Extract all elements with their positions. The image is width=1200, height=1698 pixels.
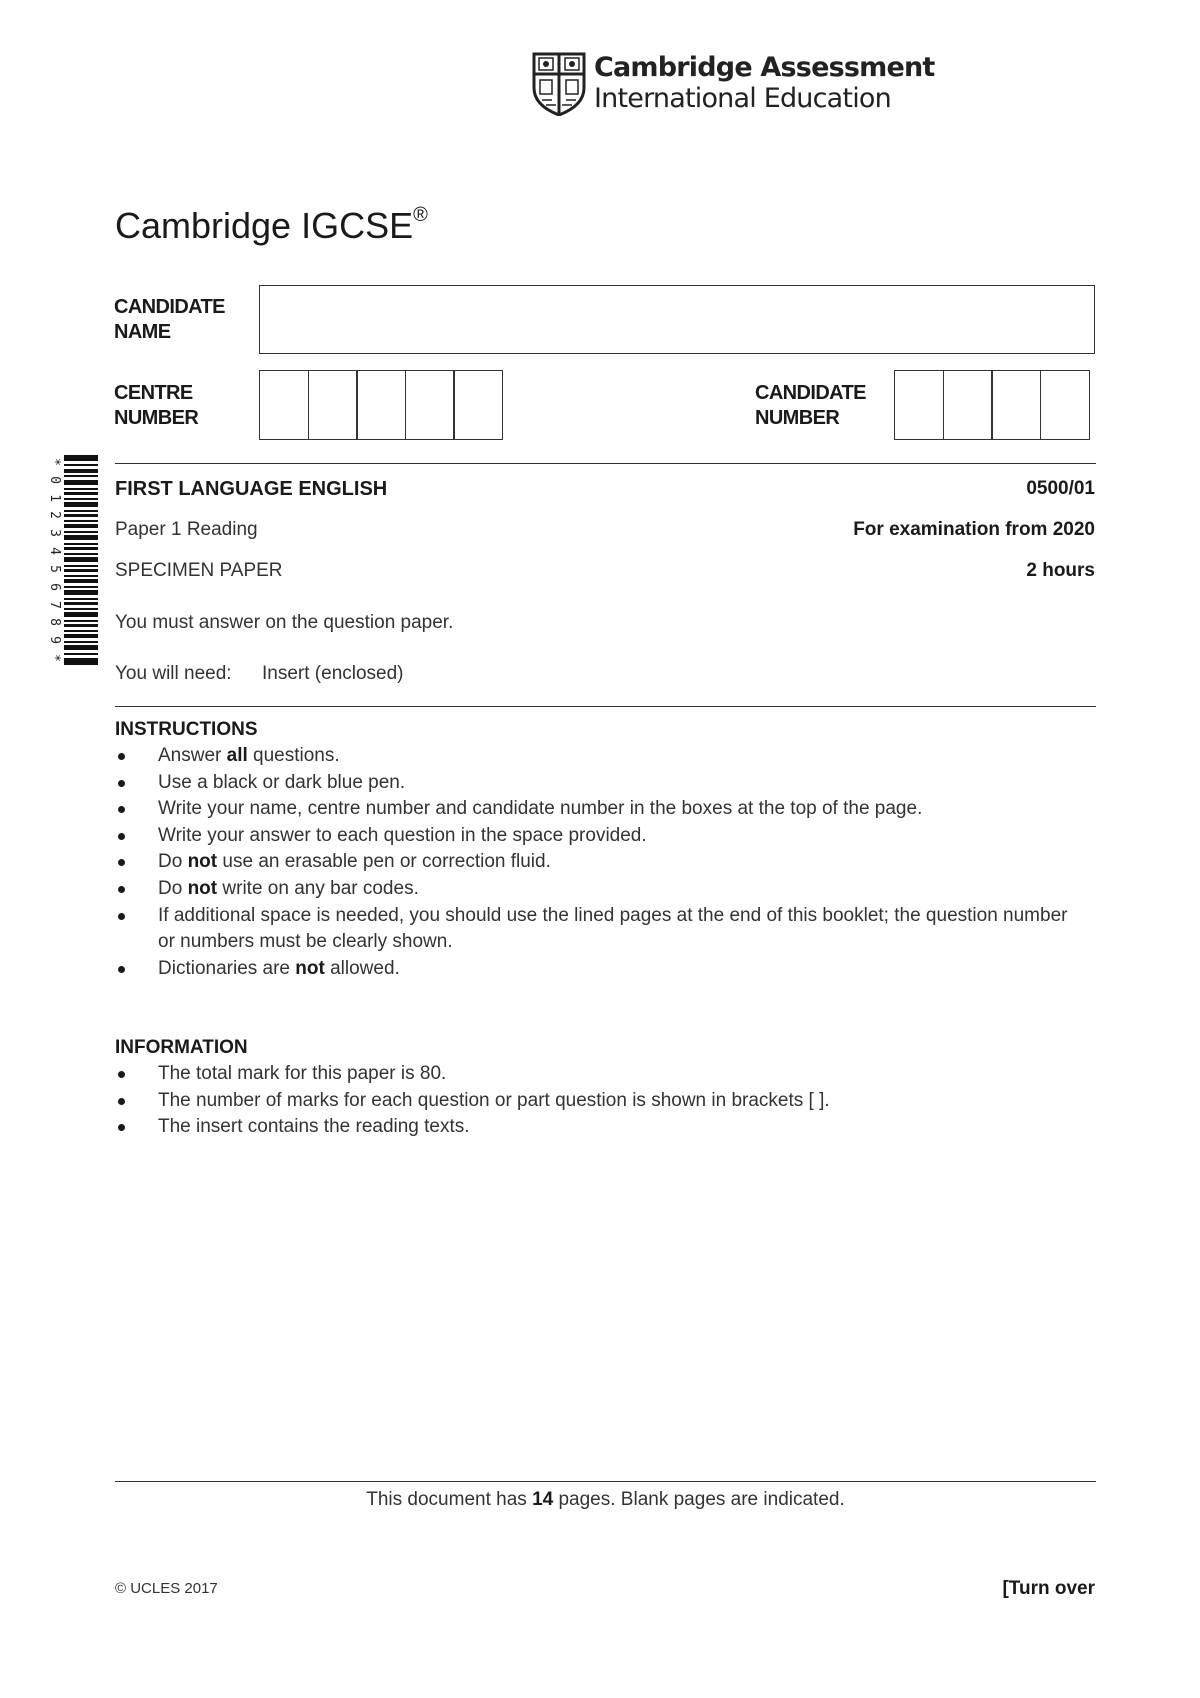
- barcode-bars: [64, 455, 98, 665]
- candidate-number-digit-box[interactable]: [894, 370, 944, 440]
- information-item: [115, 1061, 1075, 1088]
- information-text: The number of marks for each question or part question is shown in brackets [ ].: [158, 1089, 830, 1111]
- instruction-text: If additional space is needed, you should use the lined pages at the end of this booklet; the question number or numbers must be clearly shown.: [158, 904, 1068, 953]
- copyright: © UCLES 2017: [115, 1580, 218, 1597]
- barcode-digit: 4: [46, 547, 62, 555]
- instruction-text: questions.: [247, 745, 340, 766]
- divider-footer: [115, 1481, 1096, 1482]
- instruction-text: Use a black or dark blue pen.: [158, 771, 406, 793]
- candidate-name-field[interactable]: [259, 285, 1095, 354]
- you-will-need-label: You will need:: [115, 663, 232, 684]
- candidate-name-label: [114, 295, 225, 345]
- page-count-number: 14: [532, 1489, 554, 1510]
- centre-number-digit-box[interactable]: [453, 370, 503, 440]
- instruction-text: write on any bar codes.: [217, 877, 419, 899]
- barcode-digit: *: [46, 458, 62, 466]
- paper-type: SPECIMEN PAPER: [115, 560, 283, 581]
- syllabus-code: 0500/01: [1026, 478, 1095, 499]
- barcode-digit: 6: [46, 582, 62, 591]
- instruction-item: [115, 956, 1075, 983]
- instruction-item: [115, 876, 1075, 903]
- barcode-digit: 8: [46, 618, 62, 627]
- instruction-text: Answer: [158, 745, 227, 766]
- barcode-digits: [44, 455, 64, 665]
- instruction-item: [115, 903, 1075, 956]
- instruction-emphasis: all: [226, 745, 248, 766]
- instruction-emphasis: not: [187, 877, 218, 899]
- bullet-icon: [118, 833, 125, 840]
- divider-top: [115, 463, 1096, 464]
- barcode-digit: 0: [46, 475, 62, 484]
- answer-note: You must answer on the question paper.: [115, 612, 454, 633]
- barcode-digit: 5: [46, 564, 62, 573]
- paper-name: Paper 1 Reading: [115, 519, 258, 540]
- barcode-digit: *: [46, 654, 62, 662]
- instruction-text: Do: [158, 877, 188, 899]
- divider-middle: [115, 706, 1096, 707]
- centre-number-digit-box[interactable]: [259, 370, 309, 440]
- candidate-number-digit-box[interactable]: [991, 370, 1041, 440]
- instruction-text: use an erasable pen or correction fluid.: [217, 851, 551, 873]
- you-will-need-item: Insert (enclosed): [262, 663, 404, 684]
- instruction-emphasis: not: [295, 957, 325, 979]
- bullet-icon: [118, 859, 125, 866]
- instruction-text: allowed.: [324, 957, 400, 979]
- turn-over: [Turn over: [1002, 1578, 1095, 1599]
- bullet-icon: [118, 886, 125, 893]
- barcode-digit: 3: [46, 529, 62, 538]
- logo-line-1: Cambridge Assessment: [594, 52, 935, 83]
- instruction-text: Do: [158, 851, 188, 873]
- barcode: [42, 455, 102, 665]
- cambridge-shield-icon: [532, 52, 586, 116]
- instructions-heading: INSTRUCTIONS: [115, 719, 258, 740]
- information-list: [115, 1061, 1075, 1141]
- centre-number-label-line2: NUMBER: [114, 407, 199, 429]
- page-count-text: This document has: [366, 1489, 533, 1510]
- candidate-number-digit-box[interactable]: [943, 370, 993, 440]
- candidate-name-label-line2: NAME: [114, 321, 171, 343]
- barcode-digit: 7: [46, 600, 62, 609]
- bullet-icon: [118, 1098, 125, 1105]
- subject-title: FIRST LANGUAGE ENGLISH: [115, 478, 388, 500]
- barcode-digit: 9: [46, 636, 62, 645]
- qualification-title-text: Cambridge IGCSE: [115, 205, 414, 246]
- instruction-emphasis: not: [187, 851, 218, 873]
- cambridge-logo: [532, 52, 935, 118]
- centre-number-boxes: [259, 370, 502, 440]
- bullet-icon: [118, 913, 125, 920]
- bullet-icon: [118, 780, 125, 787]
- bullet-icon: [118, 806, 125, 813]
- information-item: [115, 1088, 1075, 1115]
- candidate-number-label-line2: NUMBER: [755, 407, 840, 429]
- centre-number-digit-box[interactable]: [356, 370, 406, 440]
- candidate-number-label: [755, 381, 866, 431]
- page-count-text: pages. Blank pages are indicated.: [553, 1489, 845, 1510]
- information-text: The insert contains the reading texts.: [158, 1116, 470, 1138]
- instruction-item: [115, 796, 1075, 823]
- instruction-text: Write your answer to each question in the space provided.: [158, 824, 647, 846]
- barcode-digit: 2: [46, 511, 62, 520]
- barcode-digit: 1: [46, 493, 62, 502]
- information-text: The total mark for this paper is 80.: [158, 1063, 447, 1084]
- bullet-icon: [118, 966, 125, 973]
- information-item: [115, 1114, 1075, 1141]
- bullet-icon: [118, 753, 125, 760]
- information-heading: INFORMATION: [115, 1037, 248, 1058]
- registered-mark: ®: [413, 204, 428, 226]
- page-count-note: [115, 1489, 1096, 1511]
- centre-number-digit-box[interactable]: [308, 370, 358, 440]
- bullet-icon: [118, 1124, 125, 1131]
- instruction-item: [115, 849, 1075, 876]
- centre-number-label: [114, 381, 198, 431]
- exam-duration: 2 hours: [1026, 560, 1095, 581]
- centre-number-label-line1: CENTRE: [114, 382, 193, 404]
- candidate-number-label-line1: CANDIDATE: [755, 382, 866, 404]
- instruction-item: [115, 823, 1075, 850]
- examination-from: For examination from 2020: [853, 519, 1095, 540]
- instructions-list: [115, 743, 1075, 982]
- candidate-number-boxes: [894, 370, 1088, 440]
- instruction-text: Write your name, centre number and candidate number in the boxes at the top of the page.: [158, 798, 923, 820]
- centre-number-digit-box[interactable]: [405, 370, 455, 440]
- candidate-name-label-line1: CANDIDATE: [114, 296, 225, 318]
- instruction-item: [115, 743, 1075, 770]
- instruction-text: Dictionaries are: [158, 957, 296, 979]
- qualification-title: [115, 205, 428, 247]
- instruction-item: [115, 770, 1075, 797]
- logo-line-2: International Education: [594, 83, 891, 114]
- bullet-icon: [118, 1071, 125, 1078]
- candidate-number-digit-box[interactable]: [1040, 370, 1090, 440]
